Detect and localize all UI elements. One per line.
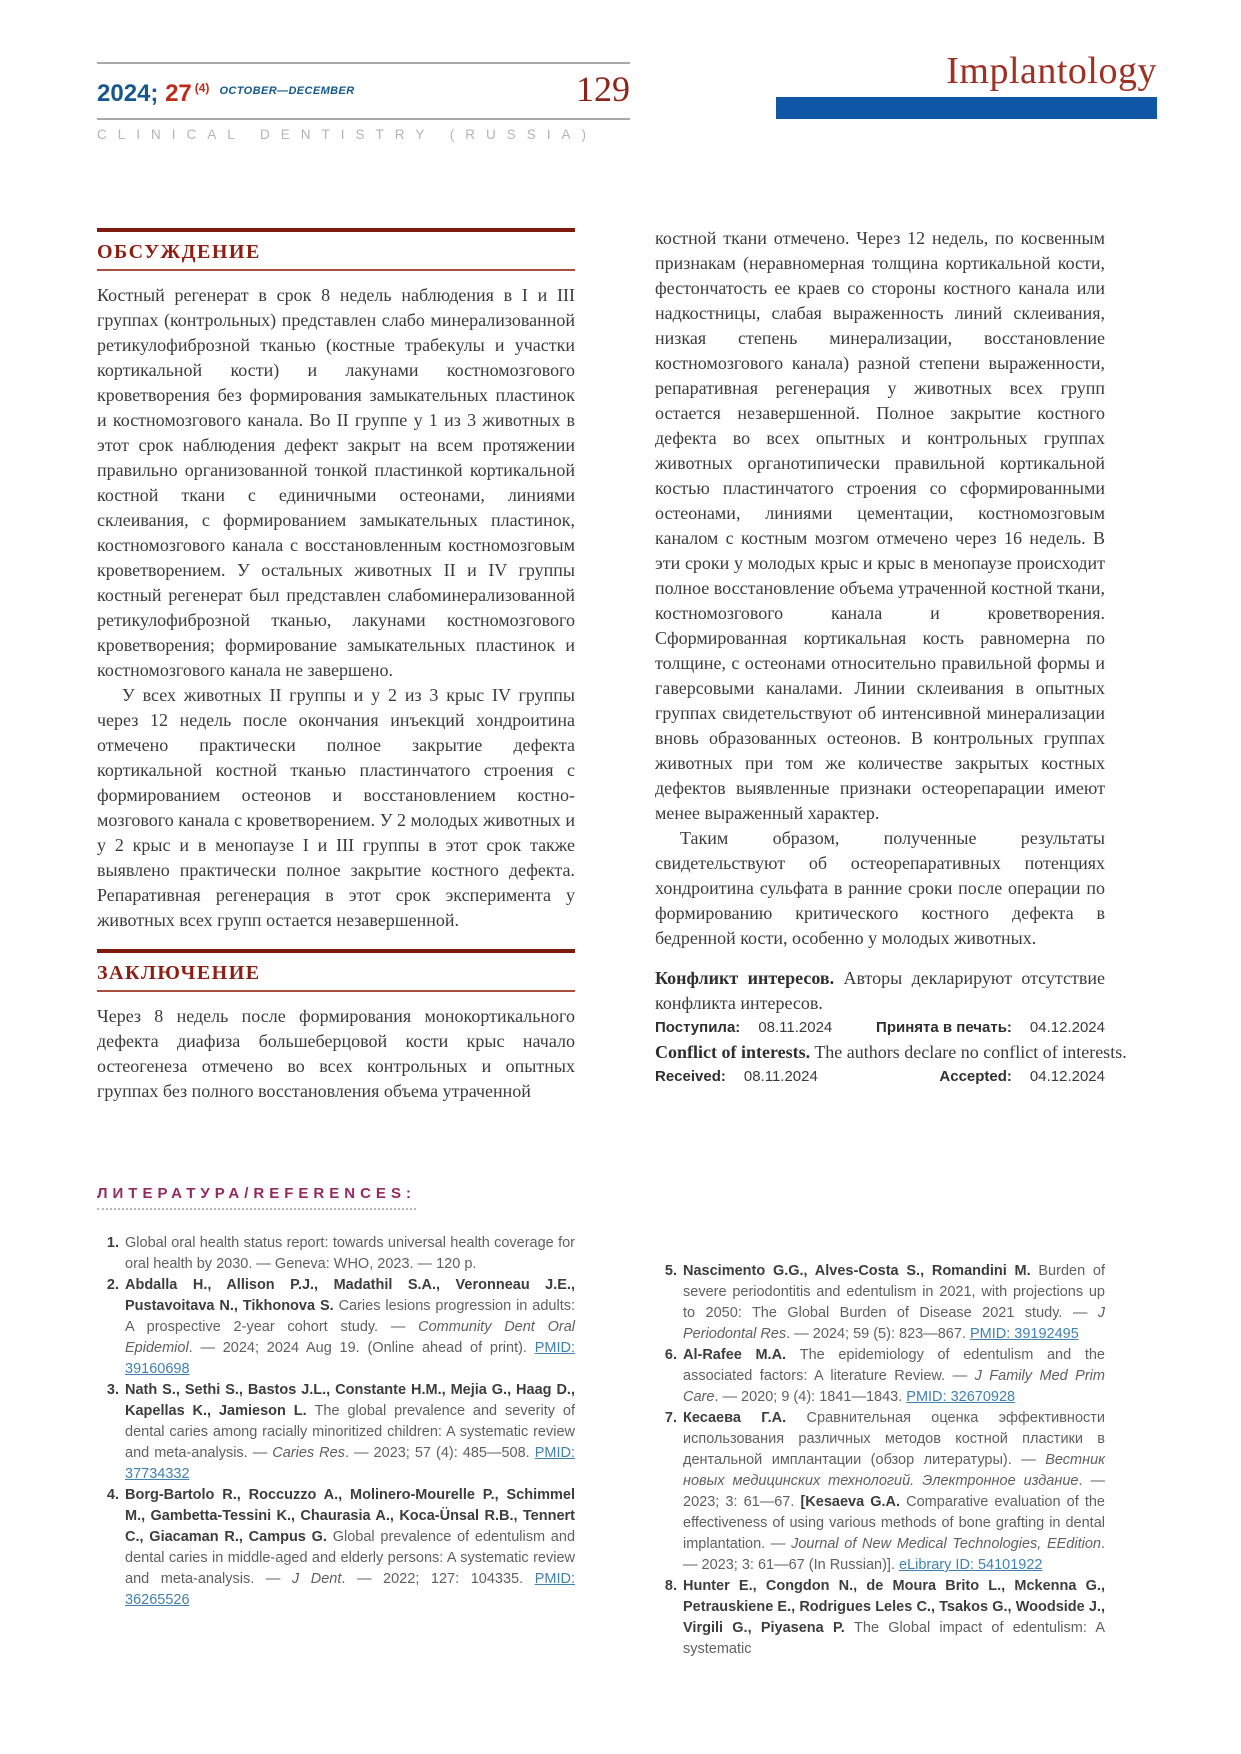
conclusion-heading: ЗАКЛЮЧЕНИЕ [97,962,261,984]
reference-number: 5. [664,1263,677,1279]
reference-text-normal: Global prevalence of edentulism and dental caries in middle-aged and elderly persons: A systematic review and meta-analysis. — [125,1529,576,1587]
conflict-of-interest-block [655,966,1127,1089]
reference-text-italic: Caries Res [272,1445,345,1461]
accepted-group-en [939,1065,1105,1089]
reference-link[interactable]: eLibrary ID: 54101922 [899,1557,1043,1573]
reference-link[interactable]: PMID: 37734332 [125,1445,575,1482]
reference-text-normal: . — 2023; 3: 61—67 (In Russian)]. [683,1536,1106,1573]
accepted-label-en: Accepted: [939,1068,1012,1085]
reference-text-normal: The global prevalence and severity of dental caries among racially minoritized children: A systematic review and meta-analysis. — [125,1403,575,1461]
heading-rule-thin [97,269,575,271]
reference-text-bold: Кесаева Г.А. [683,1410,807,1426]
journal-section-title: Implantology [946,50,1157,92]
conclusion-heading-block [97,949,575,992]
reference-text-italic: Community Dent Oral Epidemiol [125,1319,575,1356]
main-column-left [97,228,575,1104]
received-date-en: 08.11.2024 [743,1068,818,1085]
reference-item [97,1275,575,1380]
reference-text-normal: Global oral health status report: towards universal health coverage for oral health by 2030. — Geneva: WHO, 2023. — 120 p. [125,1235,575,1272]
reference-link[interactable]: PMID: 39160698 [125,1340,575,1377]
reference-text-bold: Nath S., Sethi S., Bastos J.L., Constante H.M., Mejia G., Haag D., Kapellas K., Jamieson L. [125,1382,575,1419]
conclusion-final-paragraph: Таким образом, полученные результаты свидетельствуют об остеорепаративных потенциях хондроитина сульфата в ранние сроки после операции по формированию критического костного дефекта в бедренной кости, особенно у молодых животных. [655,828,1105,948]
accepted-label-ru: Принята в печать: [876,1019,1012,1036]
references-heading: ЛИТЕРАТУРА/REFERENCES: [97,1185,416,1210]
accepted-date-en: 04.12.2024 [1029,1068,1105,1085]
reference-text-normal: Сравнительная оценка эффективности использования различных методов костной пластики в дентальной имплантации (обзор литературы). — [683,1410,1105,1468]
reference-item [655,1576,1105,1660]
reference-item [655,1261,1105,1345]
reference-text-normal: . — 2023; 3: 61—67. [683,1473,1105,1510]
received-date-ru: 08.11.2024 [758,1019,833,1036]
reference-link[interactable]: PMID: 39192495 [969,1326,1079,1342]
conflict-text-ru: Авторы декларируют отсутствие конфликта интересов. [655,968,1105,1013]
received-label-en: Received: [655,1068,726,1085]
conclusion-paragraph-start: Через 8 недель после формирования монокортикального дефекта диафиза большеберцовой кости крыс начало остеогенеза отмечено во всех контрольных и опытных группах без полного восстановления объема утраченной [97,1006,575,1101]
main-column-right [655,226,1127,1089]
reference-number: 3. [106,1382,119,1398]
page-number: 129 [576,69,630,109]
accepted-group-ru [876,1016,1105,1040]
discussion-heading-block [97,228,575,271]
reference-number: 1. [106,1235,119,1251]
volume-info [97,71,355,115]
reference-text-bold: Abdalla H., Allison P.J., Madathil S.A., Veronneau J.E., Pustavoitava N., Tikhonova S. [125,1277,575,1314]
conflict-label-ru: Конфликт интересов. [655,968,835,988]
reference-number: 2. [106,1277,119,1293]
reference-text-normal: . — 2020; 9 (4): 1841—1843. [714,1389,907,1405]
heading-rule-thick [97,949,575,953]
received-label-ru: Поступила: [655,1019,741,1036]
references-list-left [97,1233,575,1611]
reference-text-normal: Burden of severe periodontitis and edentulism in 2021, with projections up to 2050: The Global Burden of Disease 2021 study. — [683,1263,1105,1321]
accepted-date-ru: 04.12.2024 [1029,1019,1105,1036]
reference-number: 4. [106,1487,119,1503]
reference-number: 7. [664,1410,677,1426]
reference-text-bold: Nascimento G.G., Alves-Costa S., Romandini M. [683,1263,1039,1279]
reference-text-bold: [Kesaeva G.A. [800,1494,907,1510]
reference-text-italic: Вестник новых медицинских технологий. Электронное издание [683,1452,1105,1489]
reference-link[interactable]: PMID: 32670928 [906,1389,1016,1405]
reference-text-bold: Borg-Bartolo R., Roccuzzo A., Molinero-Mourelle P., Schimmel M., Gambetta-Tessini K., Chaurasia A., Koca-Ünsal R.B., Tennert C., Giacaman R., Campus G. [125,1487,575,1545]
heading-rule-thick [97,228,575,232]
received-group-en [655,1065,818,1089]
references-list-right [655,1261,1105,1660]
reference-text-normal: . — 2022; 127: 104335. [341,1571,535,1587]
section-color-bar [776,97,1157,119]
references-column-right [655,1238,1105,1660]
page-header-right [690,50,1157,119]
conflict-statement-ru [655,966,1105,1016]
discussion-paragraph-2: У всех животных II группы и у 2 из 3 крыс IV группы через 12 недель после окончания инъекций хондроитина отмечено практически полное закрытие дефекта кортикальной костной тканью пластинчатого строения с формированием остеонов и восстановлением костно-мозгового канала с кроветворением. У 2 молодых животных и у 2 крыс и в менопаузе I и III группы в этот срок также выявлено практически полное закрытие костного дефекта. Репаративная регенерация в этот срок эксперимента у животных всех групп остается незавершенной. [97,685,575,930]
reference-item [655,1408,1105,1576]
volume-year: 2024; [97,80,166,107]
reference-text-bold: Al-Rafee M.A. [683,1347,800,1363]
reference-text-normal: The epidemiology of edentulism and the associated factors: A literature Review. — [683,1347,1105,1384]
reference-item [97,1380,575,1485]
conflict-text-en: The authors declare no conflict of interests. [810,1042,1127,1062]
issue-number: (4) [194,81,210,95]
conflict-statement-en [655,1040,1127,1065]
page-header-left [97,62,630,142]
reference-text-normal: The Global impact of edentulism: A systematic [683,1620,1105,1657]
dates-row-ru [655,1016,1105,1040]
reference-text-italic: J Dent [291,1571,342,1587]
reference-item [97,1233,575,1275]
reference-text-normal: Caries lesions progression in adults: A prospective 2-year cohort study. — [125,1298,575,1335]
reference-number: 8. [664,1578,677,1594]
reference-number: 6. [664,1347,677,1363]
volume-number: 27 [165,80,192,107]
dates-row-en [655,1065,1105,1089]
reference-text-italic: J Family Med Prim Care [683,1368,1105,1405]
issue-months: OCTOBER—DECEMBER [219,85,355,97]
reference-text-normal: . — 2024; 2024 Aug 19. (Online ahead of print). [188,1340,535,1356]
conclusion-paragraph-continued: костной ткани отмечено. Через 12 недель, по косвенным признакам (неравномерная толщина кортикальной кости, фестончатость ее краев со стороны костного канала или надкостницы, слабая выраженность линий склеивания, низкая степень минерализации, восстановление костномозгового канала) разной степени выраженности, репаративная регенерация у животных всех групп остается незавершенной. Полное закрытие костного дефекта во всех опытных и контрольных группах животных органотипически правильной кортикальной костью пластинчатого строения со сформированными остеонами, линиями цементации, костномозговым каналом с костным мозгом отмечено через 16 недель. В эти сроки у молодых крыс и крыс в менопаузе происходит полное восстановление объема утраченной костной ткани, костномозгового канала и кроветворения. Сформированная кортикальная кость равномерна по толщине, с остеонами относительно правильной формы и гаверсовыми каналами. Линии склеивания в опытных группах свидетельствуют об интенсивной минерализации вновь образованных остеонов. В контрольных группах животных при том же количестве закрытых костных дефектов выявленные признаки остеорепарации имеют менее выраженный характер. [655,228,1105,823]
reference-text-italic: Journal of New Medical Technologies, EEdition [791,1536,1101,1552]
received-group-ru [655,1016,832,1040]
reference-text-normal: . — 2023; 57 (4): 485—508. [344,1445,535,1461]
reference-item [655,1345,1105,1408]
conflict-label-en: Conflict of interests. [655,1042,811,1062]
journal-name: CLINICAL DENTISTRY (RUSSIA) [97,127,598,142]
reference-text-normal: Comparative evaluation of the effectiveness of using various methods of bone grafting in dental implantation. — [683,1494,1105,1552]
volume-row [97,64,630,118]
discussion-heading: ОБСУЖДЕНИЕ [97,241,261,263]
references-column-left [97,1185,575,1611]
reference-item [97,1485,575,1611]
reference-text-italic: J Periodontal Res [683,1305,1105,1342]
reference-link[interactable]: PMID: 36265526 [125,1571,575,1608]
reference-text-normal: . — 2024; 59 (5): 823—867. [786,1326,970,1342]
heading-rule-thin [97,990,575,992]
reference-text-bold: Hunter E., Congdon N., de Moura Brito L., Mckenna G., Petrauskiene E., Rodrigues Leles C., Tsakos G., Woodside J., Virgili G., Piyasena P. [683,1578,1105,1636]
discussion-paragraph-1: Костный регенерат в срок 8 недель наблюдения в I и III группах (контрольных) представлен слабо минерализованной ретикулофиброзной тканью (костные трабекулы и участки кортикальной кости) и лакунами костномозгового кроветворения без формирования замыкательных пластинок и костномозгового канала. Во II группе у 1 из 3 животных в этот срок наблюдения дефект закрыт на всем протяжении правильно организованной тонкой пластинкой кортикальной костной ткани с единичными остеонами, линиями склеивания, с формированием замыкательных пластинок, костномозгового канала с восстановленным костномозговым кроветворением. У остальных животных II и IV группы костный регенерат был представлен слабоминерализованной ретикулофиброзной тканью, лакунами костномозгового кроветворения; формирование замыкательных пластинок и костномозгового канала не завершено. [97,285,575,680]
